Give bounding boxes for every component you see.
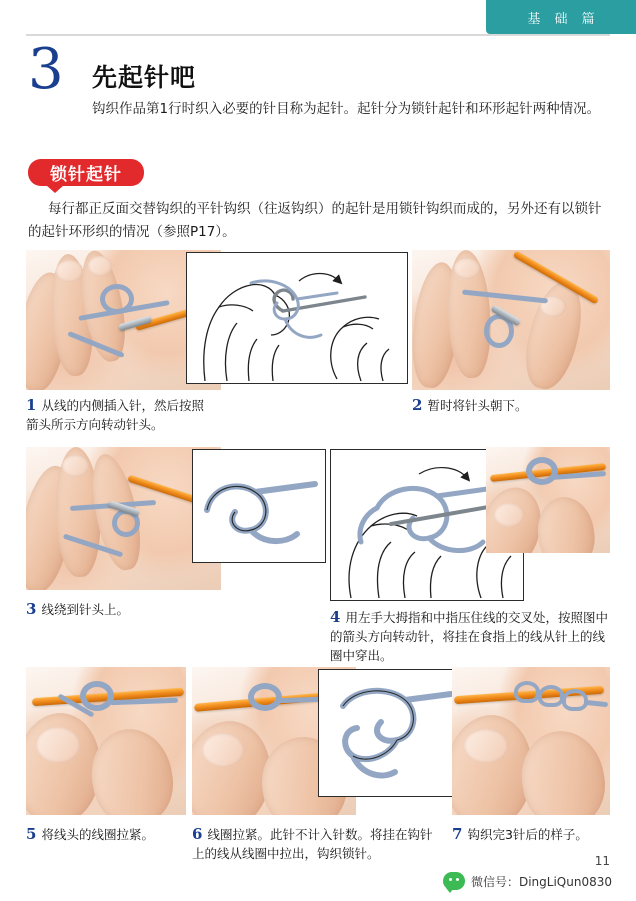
step-number-7: 7 [452, 825, 463, 843]
step-photo-2 [412, 250, 610, 390]
intro-paragraph: 钩织作品第1行时织入必要的针目称为起针。起针分为锁针起针和环形起针两种情况。 [92, 101, 601, 117]
step-number-2: 2 [412, 396, 423, 414]
step-caption-4 [330, 608, 608, 665]
chain-stitch-line-drawing [319, 670, 457, 796]
step-number-6: 6 [192, 825, 203, 843]
section-tab-header: 基 础 篇 [486, 0, 636, 34]
step-caption-text-7: 钩织完3针后的样子。 [467, 827, 588, 842]
step-caption-7 [452, 825, 610, 844]
wechat-label: 微信号：DingLiQun0830 [470, 874, 612, 889]
step-caption-text-3: 线绕到针头上。 [41, 602, 129, 617]
step-caption-text-5: 将线头的线圈拉紧。 [41, 827, 154, 842]
step-illustration-inset-4 [318, 669, 458, 797]
chapter-number: 3 [28, 37, 64, 102]
step-illustration-inset-1 [186, 252, 408, 384]
knot-line-drawing [193, 450, 325, 562]
step-number-3: 3 [26, 600, 37, 618]
page-number: 11 [594, 854, 610, 868]
step-caption-2 [412, 396, 608, 415]
step-number-5: 5 [26, 825, 37, 843]
section-banner: 锁针起针 [28, 159, 144, 186]
hand-hook-line-drawing-1 [187, 253, 407, 383]
step-caption-3 [26, 600, 206, 619]
step-illustration-inset-2 [192, 449, 326, 563]
step-photo-7 [452, 667, 610, 815]
step-caption-text-2: 暂时将针头朝下。 [427, 398, 528, 413]
header-divider [26, 34, 610, 36]
step-caption-5 [26, 825, 182, 844]
step-caption-text-4: 用左手大拇指和中指压住线的交叉处，按照图中的箭头方向转动针，将挂在食指上的线从针上的线圈中穿出。 [330, 610, 608, 663]
step-number-4: 4 [330, 608, 341, 626]
step-photo-4 [486, 447, 610, 553]
wechat-icon [443, 872, 465, 890]
step-caption-1 [26, 396, 206, 434]
page-title: 先起针吧 [92, 63, 197, 92]
step-caption-text-6: 线圈拉紧。此针不计入针数。将挂在钩针上的线从线圈中拉出，钩织锁针。 [192, 827, 433, 861]
step-caption-text-1: 从线的内侧插入针，然后按照箭头所示方向转动针头。 [26, 398, 204, 432]
step-photo-5 [26, 667, 186, 815]
step-number-1: 1 [26, 396, 37, 414]
section-paragraph: 每行都正反面交替钩织的平针钩织（往返钩织）的起针是用锁针钩织而成的，另外还有以锁针的起针环形织的情况（参照P17）。 [28, 201, 602, 240]
step-caption-6 [192, 825, 442, 863]
wechat-credit [443, 872, 612, 890]
